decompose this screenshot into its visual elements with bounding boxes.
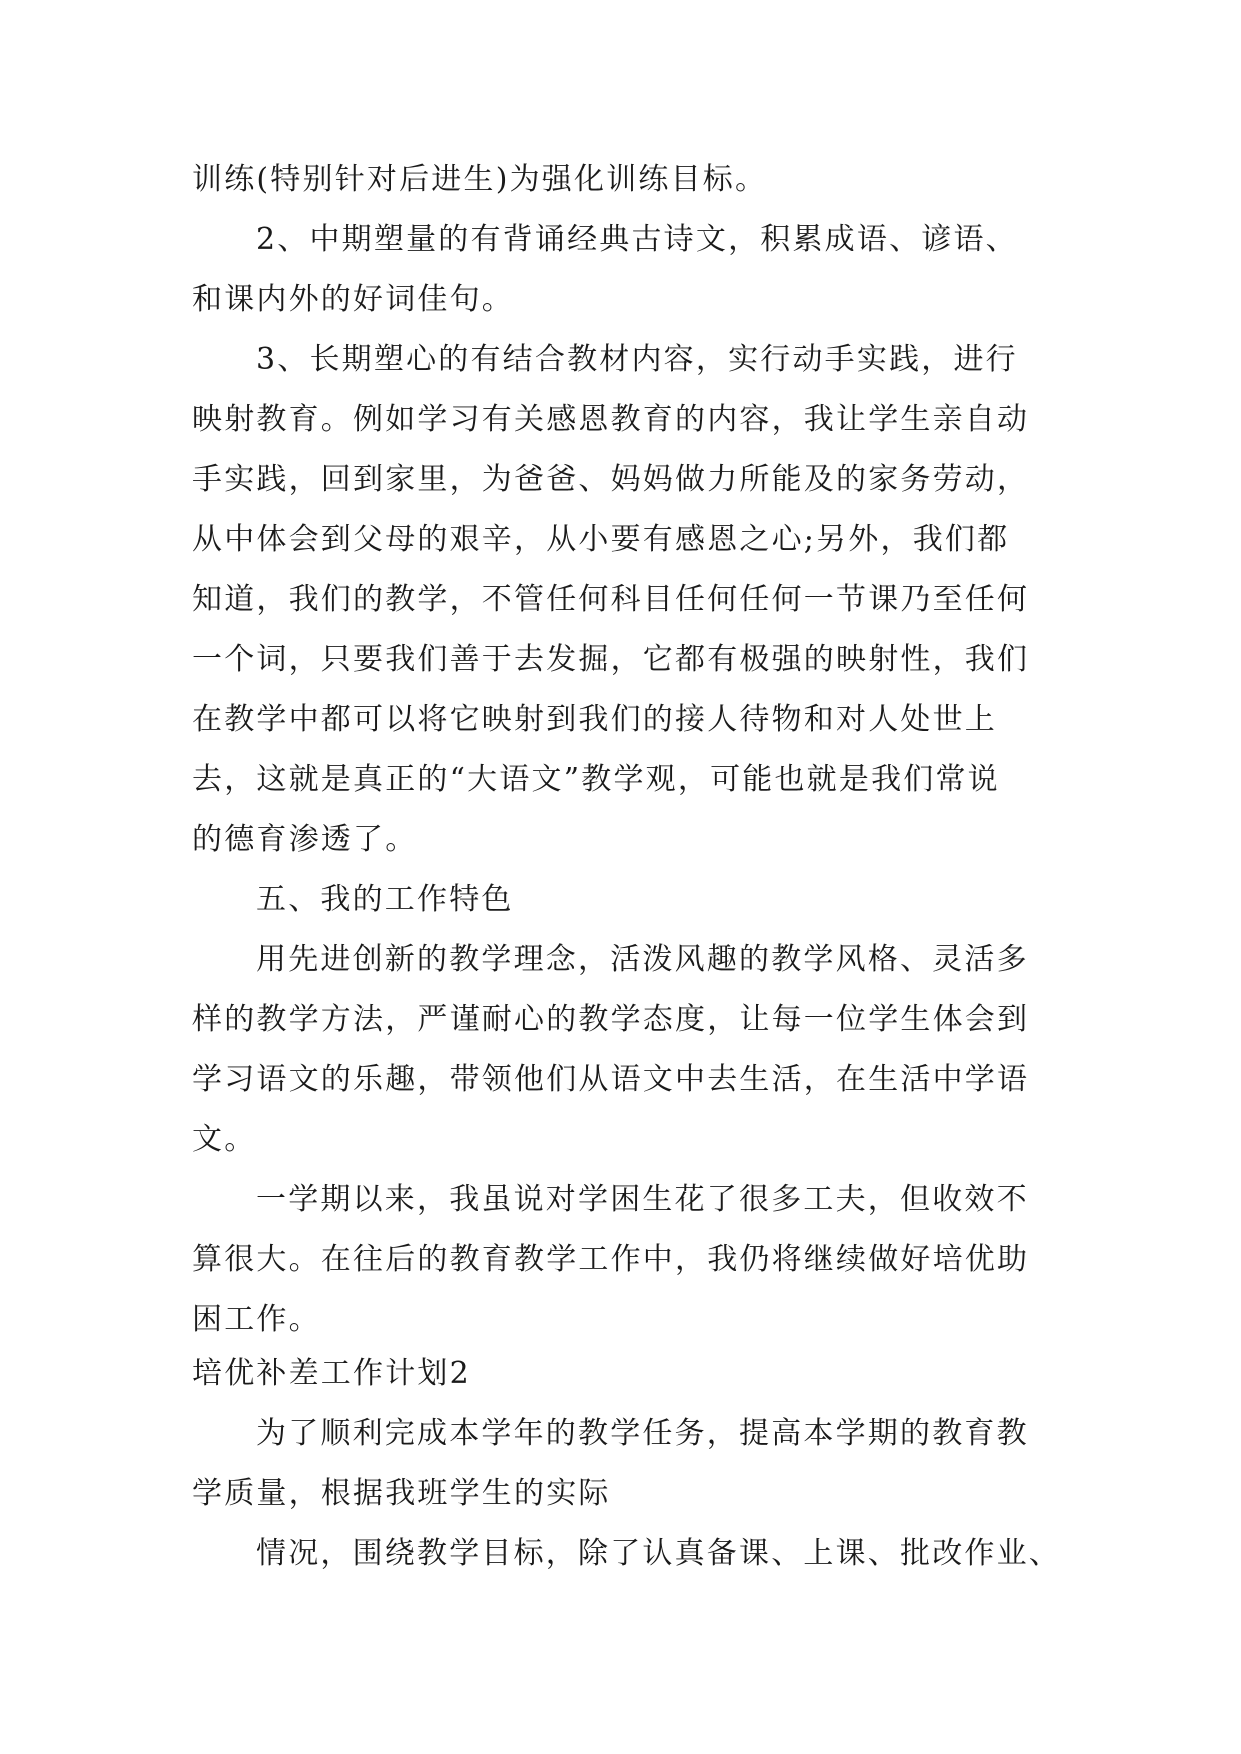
text-line: 样的教学方法，严谨耐心的教学态度，让每一位学生体会到 (192, 1002, 1030, 1037)
document-title: 培优补差工作计划2 (192, 1356, 471, 1391)
text-line: 2、中期塑量的有背诵经典古诗文，积累成语、谚语、 (256, 222, 1018, 257)
text-line: 训练(特别针对后进生)为强化训练目标。 (192, 162, 768, 197)
text-line: 3、长期塑心的有结合教材内容，实行动手实践，进行 (256, 342, 1018, 377)
text-line: 一个词，只要我们善于去发掘，它都有极强的映射性，我们 (192, 642, 1030, 677)
text-line: 的德育渗透了。 (192, 822, 418, 857)
section-heading: 五、我的工作特色 (256, 882, 514, 917)
text-line: 学质量，根据我班学生的实际 (192, 1476, 611, 1511)
text-line: 情况，围绕教学目标，除了认真备课、上课、批改作业、 (256, 1536, 1061, 1571)
text-line: 算很大。在往后的教育教学工作中，我仍将继续做好培优助 (192, 1242, 1030, 1277)
text-line: 从中体会到父母的艰辛，从小要有感恩之心;另外，我们都 (192, 522, 1010, 557)
text-line: 用先进创新的教学理念，活泼风趣的教学风格、灵活多 (256, 942, 1029, 977)
text-line: 为了顺利完成本学年的教学任务，提高本学期的教育教 (256, 1416, 1029, 1451)
text-line: 知道，我们的教学，不管任何科目任何任何一节课乃至任何 (192, 582, 1030, 617)
text-line: 去，这就是真正的“大语文”教学观，可能也就是我们常说 (192, 762, 1000, 797)
text-line: 困工作。 (192, 1302, 321, 1337)
text-line: 手实践，回到家里，为爸爸、妈妈做力所能及的家务劳动， (192, 462, 1030, 497)
text-line: 文。 (192, 1122, 257, 1157)
text-line: 在教学中都可以将它映射到我们的接人待物和对人处世上 (192, 702, 997, 737)
text-line: 映射教育。例如学习有关感恩教育的内容，我让学生亲自动 (192, 402, 1030, 437)
text-line: 和课内外的好词佳句。 (192, 282, 514, 317)
text-line: 学习语文的乐趣，带领他们从语文中去生活，在生活中学语 (192, 1062, 1030, 1097)
text-line: 一学期以来，我虽说对学困生花了很多工夫，但收效不 (256, 1182, 1029, 1217)
